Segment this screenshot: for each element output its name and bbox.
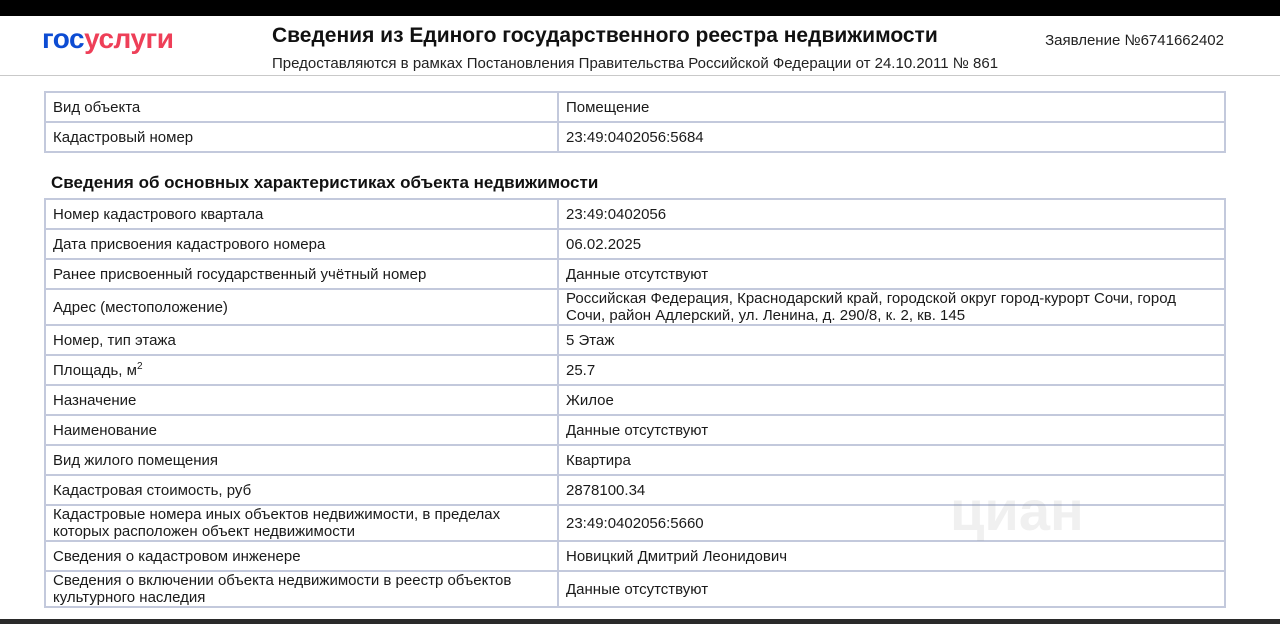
row-label: Назначение: [45, 385, 558, 415]
row-value: 23:49:0402056:5684: [558, 122, 1225, 152]
section-title: Сведения об основных характеристиках объекта недвижимости: [51, 173, 599, 192]
area-label-text: Площадь, м: [53, 361, 137, 379]
table-row: [45, 325, 1225, 355]
table-row: [45, 199, 1225, 229]
gosuslugi-logo[interactable]: [42, 23, 173, 55]
table-row: [45, 415, 1225, 445]
row-value: Новицкий Дмитрий Леонидович: [558, 541, 1225, 571]
row-label: Сведения о включении объекта недвижимости в реестр объектов культурного наследия: [45, 571, 558, 607]
row-label: Номер кадастрового квартала: [45, 199, 558, 229]
row-value: 23:49:0402056:5660: [558, 505, 1225, 541]
table-row: [45, 475, 1225, 505]
row-label: Сведения о кадастровом инженере: [45, 541, 558, 571]
row-label: Кадастровая стоимость, руб: [45, 475, 558, 505]
row-value: Данные отсутствуют: [558, 259, 1225, 289]
row-label: Наименование: [45, 415, 558, 445]
table-row: [45, 92, 1225, 122]
object-table: [44, 91, 1226, 153]
row-value: Жилое: [558, 385, 1225, 415]
row-value: 5 Этаж: [558, 325, 1225, 355]
logo-part-gos: гос: [42, 23, 85, 54]
cian-watermark: циан: [950, 479, 1084, 542]
area-unit-superscript: 2: [136, 360, 143, 372]
document-header: [0, 16, 1280, 76]
row-label: [45, 355, 558, 385]
application-number: Заявление №6741662402: [1045, 32, 1224, 49]
row-label: Ранее присвоенный государственный учётный номер: [45, 259, 558, 289]
bottom-dark-strip: [0, 619, 1280, 624]
row-label: Кадастровые номера иных объектов недвижимости, в пределах которых расположен объект недвижимости: [45, 505, 558, 541]
table-row: [45, 541, 1225, 571]
row-value: 25.7: [558, 355, 1225, 385]
row-value: 23:49:0402056: [558, 199, 1225, 229]
row-label: Кадастровый номер: [45, 122, 558, 152]
row-label: Номер, тип этажа: [45, 325, 558, 355]
table-row: [45, 355, 1225, 385]
row-value: Российская Федерация, Краснодарский край, городской округ город-курорт Сочи, город Сочи, район Адлерский, ул. Ленина, д. 290/8, к. 2, кв. 145: [558, 289, 1225, 325]
row-label: Вид объекта: [45, 92, 558, 122]
row-label: Вид жилого помещения: [45, 445, 558, 475]
table-row: [45, 229, 1225, 259]
table-row: [45, 505, 1225, 541]
document-subtitle: Предоставляются в рамках Постановления Правительства Российской Федерации от 24.10.2011 № 861: [272, 55, 999, 72]
row-value: Квартира: [558, 445, 1225, 475]
row-label: Дата присвоения кадастрового номера: [45, 229, 558, 259]
row-value: 2878100.34: [558, 475, 1225, 505]
row-value: Данные отсутствуют: [558, 571, 1225, 607]
document-title: Сведения из Единого государственного реестра недвижимости: [272, 24, 938, 47]
row-value: Помещение: [558, 92, 1225, 122]
row-value: 06.02.2025: [558, 229, 1225, 259]
table-row: [45, 385, 1225, 415]
top-dark-strip: [0, 0, 1280, 16]
characteristics-table: [44, 198, 1226, 608]
table-row: [45, 122, 1225, 152]
table-row: [45, 571, 1225, 607]
logo-part-uslugi: услуги: [84, 23, 174, 54]
table-row: [45, 289, 1225, 325]
table-row: [45, 445, 1225, 475]
row-label: Адрес (местоположение): [45, 289, 558, 325]
row-value: Данные отсутствуют: [558, 415, 1225, 445]
table-row: [45, 259, 1225, 289]
